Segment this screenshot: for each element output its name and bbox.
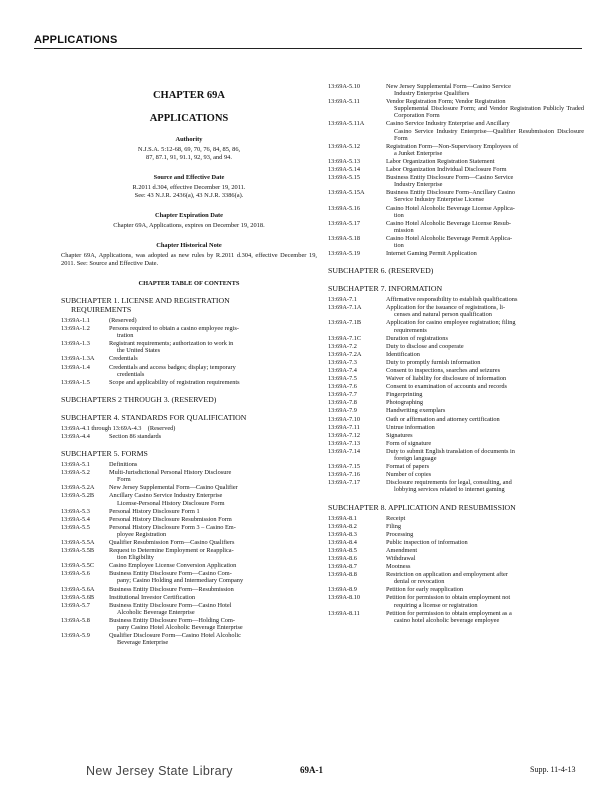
toc-entry-number: 13:69A-5.11 [328, 98, 360, 106]
toc-entry-number: 13:69A-8.4 [328, 538, 357, 546]
toc-entry-title: Withdrawal [386, 554, 416, 562]
toc-entry [61, 461, 317, 468]
toc-entry-title: Request to Determine Employment or Reapplica- tion Eligibility [109, 547, 234, 562]
toc-entry [328, 205, 584, 219]
toc-entry-title: Casino Employee License Conversion Application [109, 562, 237, 570]
left-toc-sections [61, 296, 317, 646]
toc-entry-number: 13:69A-5.1 [61, 461, 90, 469]
toc-entry [328, 367, 584, 374]
expiration-text: Chapter 69A, Applications, expires on December 19, 2018. [113, 222, 265, 229]
left-column [61, 86, 317, 647]
toc-entry [61, 586, 317, 593]
source-text: R.2011 d.304, effective December 19, 2011. See: 43 N.J.R. 2436(a), 43 N.J.R. 3386(a). [132, 184, 246, 199]
toc-entry [61, 524, 317, 538]
toc-entry [328, 610, 584, 624]
toc-entry-number: 13:69A-7.17 [328, 479, 361, 487]
toc-entry-title: Institutional Investor Certification [109, 593, 196, 601]
toc-entry-number: 13:69A-7.3 [328, 358, 357, 366]
toc-entry [328, 220, 584, 234]
toc-entry-title: Consent to inspections, searches and seizures [386, 367, 501, 374]
toc-entry [328, 471, 584, 478]
toc-entry [61, 539, 317, 546]
toc-entry-title: Casino Hotel Alcoholic Beverage License Applica- tion [386, 204, 515, 219]
toc-entry-title: Business Entity Disclosure Form—Casino Hotel Alcoholic Beverage Enterprise [109, 601, 232, 616]
toc-entry [328, 359, 584, 366]
toc-entry-title: Registration Form—Non-Supervisory Employees of a Junket Enterprise [386, 142, 519, 157]
toc-entry-title: Affirmative responsibility to establish qualifications [386, 296, 518, 304]
toc-entry-number: 13:69A-4.4 [61, 432, 90, 440]
toc-entry-title: Application for casino employee registration; filing requirements [386, 319, 516, 334]
toc-entry-title: Petition for early reapplication [386, 586, 464, 594]
toc-entry [328, 416, 584, 423]
toc-entry [61, 425, 317, 432]
toc-entry-title: Casino Service Industry Enterprise and Ancillary Casino Service Industry Enterprise—Qualifier Resubmission Disclosure Form [386, 120, 584, 142]
toc-entry-title: Handwriting exemplars [386, 407, 446, 415]
toc-entry [61, 508, 317, 515]
toc-entry-title: Petition for permission to obtain employment as a casino hotel alcoholic beverage employee [386, 609, 512, 624]
toc-entry-number: 13:69A-5.12 [328, 142, 361, 150]
toc-entry-title: Section 86 standards [109, 432, 162, 440]
toc-entry-number: 13:69A-7.7 [328, 391, 357, 399]
supplement-date: Supp. 11-4-13 [530, 765, 576, 774]
toc-entry-number: 13:69A-5.17 [328, 219, 361, 227]
toc-entry [328, 571, 584, 585]
toc-entry-number: 13:69A-7.15 [328, 463, 361, 471]
toc-entry [61, 516, 317, 523]
chapter-title: APPLICATIONS [149, 113, 229, 124]
toc-entry-title: Personal History Disclosure Resubmission Form [109, 515, 232, 523]
right-toc-sections [328, 266, 584, 624]
toc-entry-number: 13:69A-5.5 [61, 523, 90, 531]
toc-entry-number: 13:69A-5.11A [328, 120, 365, 128]
toc-entry [328, 304, 584, 318]
toc-entry [328, 166, 584, 173]
toc-entry-number: 13:69A-5.18 [328, 234, 361, 242]
toc-entry-title: Definitions [109, 461, 138, 469]
toc-entry-number: 13:69A-5.14 [328, 166, 361, 174]
toc-entry [328, 563, 584, 570]
toc-entry [328, 515, 584, 522]
toc-entry [328, 479, 584, 493]
library-watermark: New Jersey State Library [86, 764, 233, 778]
historical-text: Chapter 69A, Applications, was adopted as new rules by R.2011 d.304, effective December 19, 2011. See: Source and Effective Date. [61, 252, 317, 267]
toc-entry-title: Form of signature [386, 439, 432, 447]
toc-entry-number: 13:69A-7.16 [328, 471, 361, 479]
toc-entry-title: Format of papers [386, 463, 430, 471]
toc-entry-number: 13:69A-5.19 [328, 250, 361, 258]
toc-entry [61, 433, 317, 440]
toc-entry-title: Number of copies [386, 471, 432, 479]
toc-entry-number: 13:69A-5.6B [61, 593, 95, 601]
toc-entry-title: Duty to promptly furnish information [386, 358, 481, 366]
toc-entry-title: Processing [386, 530, 414, 538]
toc-entry-title: Vendor Registration Form; Vendor Registration Supplemental Disclosure Form; and Vendor Registration Publicly Traded Corporation Form [386, 98, 584, 120]
toc-entry-number: 13:69A-5.8 [61, 616, 90, 624]
expiration-heading: Chapter Expiration Date [154, 212, 224, 219]
toc-entry-title: Registrant requirements; authorization to work in the United States [109, 340, 234, 355]
toc-entry-title: Identification [386, 350, 420, 358]
toc-entry-number: 13:69A-8.11 [328, 609, 360, 617]
toc-entry [328, 83, 584, 97]
toc-entry [328, 391, 584, 398]
toc-entry [61, 547, 317, 561]
toc-entry-number: 13:69A-8.2 [328, 522, 357, 530]
toc-entry-title: Business Entity Disclosure Form–Ancillary Casino Service Industry Enterprise License [386, 189, 516, 204]
toc-entry [328, 399, 584, 406]
toc-entry [61, 602, 317, 616]
toc-entry-number: 13:69A-5.3 [61, 507, 90, 515]
toc-entry-number: 13:69A-5.16 [328, 204, 361, 212]
toc-entry-title: Petition for permission to obtain employment not requiring a license or registration [386, 594, 511, 609]
toc-entry-number: 13:69A-5.2A [61, 484, 95, 492]
toc-entry-title: Casino Hotel Alcoholic Beverage Permit Applica- tion [386, 234, 513, 249]
toc-entry-title: Personal History Disclosure Form 1 [109, 507, 200, 515]
toc-entry-number: 13:69A-8.8 [328, 571, 357, 579]
subchapter-heading: SUBCHAPTERS 2 THROUGH 3. (RESERVED) [61, 394, 217, 404]
toc-entry-title: Personal History Disclosure Form 3 – Casino Em- ployee Registration [109, 523, 236, 538]
toc-entry-number: 13:69A-5.4 [61, 515, 90, 523]
toc-entry [328, 343, 584, 350]
toc-entry-number: 13:69A-7.1C [328, 334, 362, 342]
toc-entry-title: Internet Gaming Permit Application [386, 250, 477, 258]
toc-entry-number: 13:69A-8.10 [328, 594, 361, 602]
toc-entry-number: 13:69A-1.2 [61, 325, 90, 333]
toc-entry [61, 340, 317, 354]
toc-entry-title: Signatures [386, 431, 413, 439]
subchapter-heading: SUBCHAPTER 6. (RESERVED) [328, 266, 434, 276]
toc-entry-number: 13:69A-1.3 [61, 340, 90, 348]
toc-entry-number: 13:69A-1.1 [61, 317, 90, 324]
toc-entry [328, 250, 584, 257]
toc-entry-title: Mootness [386, 563, 411, 571]
toc-entry-title: Oath or affirmation and attorney certification [386, 415, 500, 423]
toc-entry-number: 13:69A-7.11 [328, 423, 360, 431]
toc-entry-number: 13:69A-5.5B [61, 547, 95, 555]
toc-entry [328, 319, 584, 333]
toc-entry-number: 13:69A-5.10 [328, 83, 361, 90]
toc-entry [61, 570, 317, 584]
toc-entry-title: Consent to examination of accounts and records [386, 383, 508, 391]
toc-entry [328, 189, 584, 203]
subchapter-heading: SUBCHAPTER 7. INFORMATION [328, 284, 443, 294]
toc-entry-number: 13:69A-5.15 [328, 174, 361, 182]
toc-entry-number: 13:69A-5.9 [61, 632, 90, 640]
toc-entry-title: Duty to submit English translation of documents in foreign language [386, 447, 515, 463]
toc-entry-number: 13:69A-5.6 [61, 570, 90, 578]
toc-entry [328, 98, 584, 119]
right-toc-continuation [328, 83, 584, 257]
toc-entry [328, 351, 584, 358]
toc-entry-number: 13:69A-7.1 [328, 296, 357, 304]
toc-entry-title: Business Entity Disclosure Form—Casino Com- pany; Casino Holding and Intermediary Company [109, 570, 244, 585]
toc-entry-title: Untrue information [386, 423, 435, 431]
toc-entry-number: 13:69A-5.2 [61, 469, 90, 477]
toc-entry-title: Qualifier Resubmission Form—Casino Qualifiers [109, 538, 235, 546]
toc-heading: CHAPTER TABLE OF CONTENTS [138, 280, 240, 287]
toc-entry-number: 13:69A-5.2B [61, 492, 95, 500]
toc-entry [328, 335, 584, 342]
toc-entry-title: (Reserved) [147, 424, 176, 432]
toc-entry-title: Credentials [109, 355, 138, 363]
toc-entry-title: Multi-Jurisdictional Personal History Disclosure Form [109, 469, 232, 484]
toc-entry-number: 13:69A-7.8 [328, 399, 357, 407]
toc-entry [61, 617, 317, 631]
subchapter-heading: SUBCHAPTER 4. STANDARDS FOR QUALIFICATION [61, 412, 247, 422]
toc-entry [61, 594, 317, 601]
authority-heading: Authority [175, 136, 203, 143]
toc-entry [328, 375, 584, 382]
toc-entry [328, 432, 584, 439]
toc-entry-number: 13:69A-5.5C [61, 562, 95, 570]
toc-entry-number: 13:69A-7.4 [328, 367, 357, 374]
toc-entry-number: 13:69A-1.5 [61, 378, 90, 386]
toc-entry-title: New Jersey Supplemental Form—Casino Qualifier [109, 484, 238, 492]
toc-entry-title: Disclosure requirements for legal, consulting, and lobbying services related to internet gaming [386, 479, 512, 494]
toc-entry-number: 13:69A-7.9 [328, 407, 357, 415]
toc-entry [328, 555, 584, 562]
toc-entry-number: 13:69A-8.9 [328, 586, 357, 594]
toc-entry-title: Waiver of liability for disclosure of information [386, 375, 507, 383]
toc-entry-title: Receipt [386, 514, 406, 522]
toc-entry [328, 448, 584, 462]
toc-entry-number: 13:69A-8.6 [328, 554, 357, 562]
toc-entry [328, 539, 584, 546]
toc-entry [61, 355, 317, 362]
toc-entry [328, 120, 584, 141]
toc-entry [61, 379, 317, 386]
toc-entry-title: Photographing [386, 399, 424, 407]
authority-text: N.J.S.A. 5:12-68, 69, 70, 76, 84, 85, 86, 87, 87.1, 91, 91.1, 92, 93, and 94. [137, 146, 241, 161]
toc-entry-title: Scope and applicability of registration requirements [109, 378, 240, 386]
toc-entry [328, 424, 584, 431]
toc-entry [61, 562, 317, 569]
toc-entry-title: Application for the issuance of registrations, li- censes and natural person qualification [386, 304, 506, 319]
toc-entry-title: Persons required to obtain a casino employee regis- tration [109, 325, 239, 340]
toc-entry-title: Fingerprinting [386, 391, 423, 399]
toc-entry-number: 13:69A-7.10 [328, 415, 361, 423]
toc-entry [328, 523, 584, 530]
subchapter-heading: SUBCHAPTER 5. FORMS [61, 449, 148, 459]
toc-entry-number: 13:69A-7.13 [328, 439, 361, 447]
toc-entry [328, 296, 584, 303]
toc-entry-number: 13:69A-5.5A [61, 538, 95, 546]
historical-heading: Chapter Historical Note [156, 242, 222, 249]
toc-entry [61, 632, 317, 646]
toc-entry-number: 13:69A-7.1B [328, 319, 362, 327]
toc-entry-text [61, 425, 317, 432]
toc-entry-number: 13:69A-7.12 [328, 431, 361, 439]
toc-entry-number: 13:69A-8.5 [328, 546, 357, 554]
toc-entry-title: New Jersey Supplemental Form—Casino Service Industry Enterprise Qualifiers [386, 83, 511, 98]
toc-entry [328, 547, 584, 554]
source-heading: Source and Effective Date [153, 174, 225, 181]
toc-entry [61, 492, 317, 506]
toc-entry [328, 235, 584, 249]
toc-entry [328, 440, 584, 447]
toc-entry-number: 13:69A-7.6 [328, 383, 357, 391]
toc-entry-number: 13:69A-7.1A [328, 304, 362, 312]
toc-entry [328, 143, 584, 157]
page-number: 69A-1 [300, 765, 323, 775]
toc-entry-number: 13:69A-5.6A [61, 585, 95, 593]
toc-entry-number: 13:69A-1.4 [61, 363, 90, 371]
toc-entry-number: 13:69A-8.7 [328, 563, 357, 571]
toc-entry-number: 13:69A-8.1 [328, 514, 357, 522]
right-column [328, 83, 584, 625]
toc-entry [61, 317, 317, 324]
toc-entry-title: Amendment [386, 546, 418, 554]
toc-entry-title: Public inspection of information [386, 538, 468, 546]
toc-entry [328, 586, 584, 593]
toc-entry-number: 13:69A-7.2 [328, 342, 357, 350]
subchapter-heading: SUBCHAPTER 8. APPLICATION AND RESUBMISSION [328, 502, 516, 512]
toc-entry-title: Business Entity Disclosure Form—Casino Service Industry Enterprise [386, 174, 514, 189]
toc-entry-title: Ancillary Casino Service Industry Enterprise License-Personal History Disclosure Form [109, 492, 225, 507]
toc-entry [61, 469, 317, 483]
toc-entry-title: Restriction on application and employment after denial or revocation [386, 571, 508, 586]
toc-entry-number: 13:69A-5.13 [328, 157, 361, 165]
running-header: APPLICATIONS [34, 34, 582, 49]
toc-entry [328, 531, 584, 538]
toc-entry [328, 594, 584, 608]
toc-entry-number: 13:69A-7.5 [328, 375, 357, 383]
toc-entry-number: 13:69A-1.3A [61, 355, 95, 363]
toc-entry-title: Duty to disclose and cooperate [386, 342, 464, 350]
toc-entry [61, 484, 317, 491]
toc-entry [328, 383, 584, 390]
subchapter-heading: SUBCHAPTER 1. LICENSE AND REGISTRATION REQUIREMENTS [61, 296, 230, 314]
toc-entry [328, 158, 584, 165]
toc-entry-title: Credentials and access badges; display; temporary credentials [109, 363, 236, 378]
toc-entry-title: Labor Organization Registration Statement [386, 157, 495, 165]
chapter-number: CHAPTER 69A [152, 90, 226, 101]
toc-entry-number: 13:69A-7.2A [328, 350, 362, 358]
toc-entry-number: 13:69A-5.15A [328, 189, 365, 197]
toc-entry-title: Qualifier Disclosure Form—Casino Hotel Alcoholic Beverage Enterprise [109, 632, 241, 647]
toc-entry-number: 13:69A-4.1 through 13:69A-4.3 [61, 424, 142, 432]
toc-entry [328, 407, 584, 414]
toc-entry [328, 463, 584, 470]
toc-entry-number: 13:69A-8.3 [328, 530, 357, 538]
toc-entry-title: (Reserved) [109, 317, 137, 324]
toc-entry-number: 13:69A-5.7 [61, 601, 90, 609]
toc-entry-number: 13:69A-7.14 [328, 447, 361, 455]
toc-entry-title: Labor Organization Individual Disclosure Form [386, 166, 507, 174]
toc-entry-title: Casino Hotel Alcoholic Beverage License Resub- mission [386, 219, 512, 234]
toc-entry-title: Duration of registrations [386, 334, 448, 342]
toc-entry [61, 364, 317, 378]
toc-entry-title: Business Entity Disclosure Form—Resubmission [109, 585, 234, 593]
toc-entry [328, 174, 584, 188]
toc-entry-title: Business Entity Disclosure Form—Holding Com- pany Casino Hotel Alcoholic Beverage Enterprise [109, 616, 243, 631]
toc-entry-title: Filing [386, 522, 402, 530]
toc-entry [61, 325, 317, 339]
